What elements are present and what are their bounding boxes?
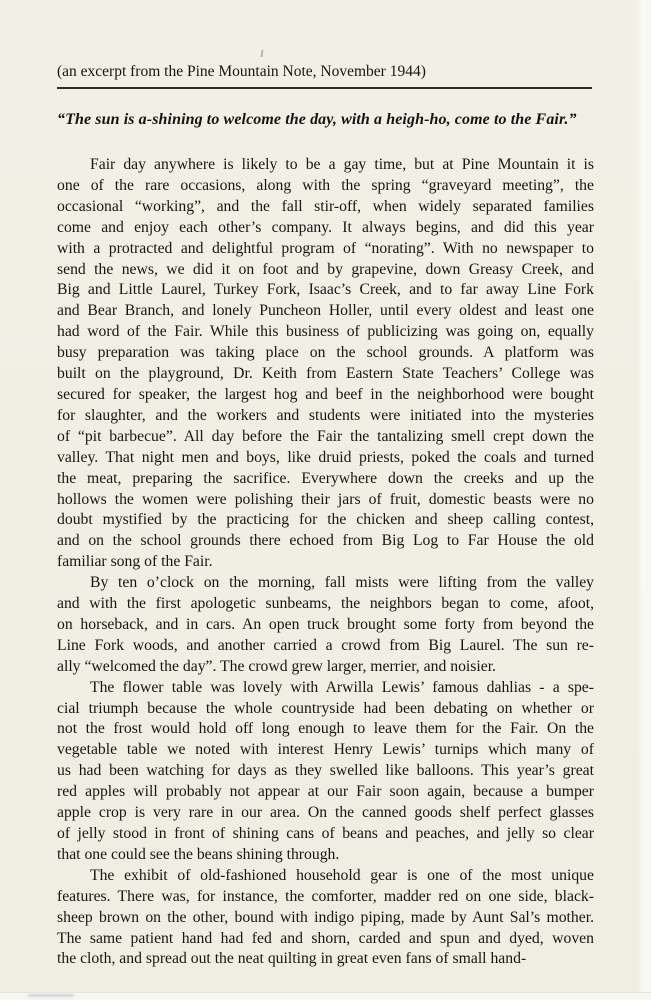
text-line: of jelly stood in front of shining cans of beans and peaches, and jelly so clear [57, 825, 594, 842]
text-line: with a protracted and delightful program of “norating”. With no newspaper to [57, 239, 594, 257]
scan-edge-bottom [0, 992, 651, 1000]
text-line: and Bear Branch, and lonely Puncheon Holler, until every oldest and least one [57, 302, 594, 320]
text-line: By ten o’clock on the morning, fall mists were lifting from the valley [90, 574, 594, 592]
text-line: occasional “working”, and the fall stir-off, when widely separated families [57, 197, 594, 215]
text-line: one of the rare occasions, along with the spring “graveyard meeting”, the [57, 176, 594, 194]
text-line: features. There was, for instance, the comforter, madder red on one side, black- [57, 887, 594, 905]
text-line: and on the school grounds there echoed from Big Log to Far House the old [57, 532, 594, 550]
scan-smudge-artifact [28, 994, 74, 997]
text-line: built on the playground, Dr. Keith from Eastern State Teachers’ College was [57, 365, 594, 383]
text-line: Big and Little Laurel, Turkey Fork, Isaac’s Creek, and to far away Line Fork [57, 281, 594, 299]
text-line: apple crop is very rare in our area. On the canned goods shelf perfect glasses [57, 804, 594, 822]
text-line: secured for speaker, the largest hog and beef in the neighborhood were bought [57, 385, 594, 403]
text-line: the meat, preparing the sacrifice. Everywhere down the creeks and up the [57, 469, 594, 487]
paragraph [57, 678, 594, 866]
scan-edge-right [637, 0, 651, 1000]
text-line: familiar song of the Fair. [57, 553, 213, 571]
text-line: Fair day anywhere is likely to be a gay time, but at Pine Mountain it is [90, 156, 594, 173]
text-line: doubt mystified by the practicing for the chicken and sheep calling contest, [57, 511, 594, 529]
text-line: that one could see the beans shining through. [57, 845, 340, 863]
text-line: The same patient hand had fed and shorn, carded and spun and dyed, woven [57, 929, 594, 947]
page-content [57, 0, 594, 970]
text-line: of “pit barbecue”. All day before the Fair the tantalizing smell crept down the [57, 427, 594, 445]
text-line: busy preparation was taking place on the school grounds. A platform was [57, 344, 594, 362]
text-line: for slaughter, and the workers and students were initiated into the mysteries [57, 406, 594, 424]
text-line: valley. That night men and boys, like druid priests, poked the coals and turned [57, 448, 594, 466]
text-line: hollows the women were polishing their jars of fruit, domestic beasts were no [57, 490, 594, 508]
article-body [57, 155, 594, 970]
text-line: send the news, we did it on foot and by grapevine, down Greasy Creek, and [57, 260, 594, 278]
text-line: vegetable table we noted with interest Henry Lewis’ turnips which many of [57, 741, 594, 759]
text-line: Line Fork woods, and another carried a crowd from Big Laurel. The sun re- [57, 636, 594, 654]
text-line: us had been watching for days as they swelled like balloons. This year’s great [57, 762, 594, 780]
text-line: and with the first apologetic sunbeams, the neighbors began to come, afoot, [57, 595, 594, 613]
source-attribution: (an excerpt from the Pine Mountain Note, November 1944) [57, 63, 426, 80]
text-line: had word of the Fair. While this business of publicizing was going on, equally [57, 323, 594, 341]
epigraph-quote: “The sun is a-shining to welcome the day, with a heigh-ho, come to the Fair.” [57, 111, 577, 128]
paragraph [57, 573, 594, 678]
text-line: come and enjoy each other’s company. It always begins, and did this year [57, 218, 594, 236]
paragraph [57, 866, 594, 971]
text-line: The flower table was lovely with Arwilla Lewis’ famous dahlias - a spe- [90, 678, 594, 696]
paragraph [57, 155, 594, 573]
text-line: not the frost would hold off long enough to leave them for the Fair. On the [57, 720, 594, 738]
divider-rule [57, 87, 592, 89]
text-line: cial triumph because the whole countryside had been debating on whether or [57, 699, 594, 717]
text-line: on horseback, and in cars. An open truck brought some forty from beyond the [57, 615, 594, 633]
text-line: red apples will probably not appear at our Fair soon again, because a bumper [57, 783, 594, 801]
text-line: the cloth, and spread out the neat quilting in great even fans of small hand- [57, 950, 527, 968]
text-line: The exhibit of old-fashioned household gear is one of the most unique [90, 866, 594, 884]
text-line: ally “welcomed the day”. The crowd grew larger, merrier, and noisier. [57, 657, 496, 675]
text-line: sheep brown on the other, bound with indigo piping, made by Aunt Sal’s mother. [57, 908, 594, 926]
